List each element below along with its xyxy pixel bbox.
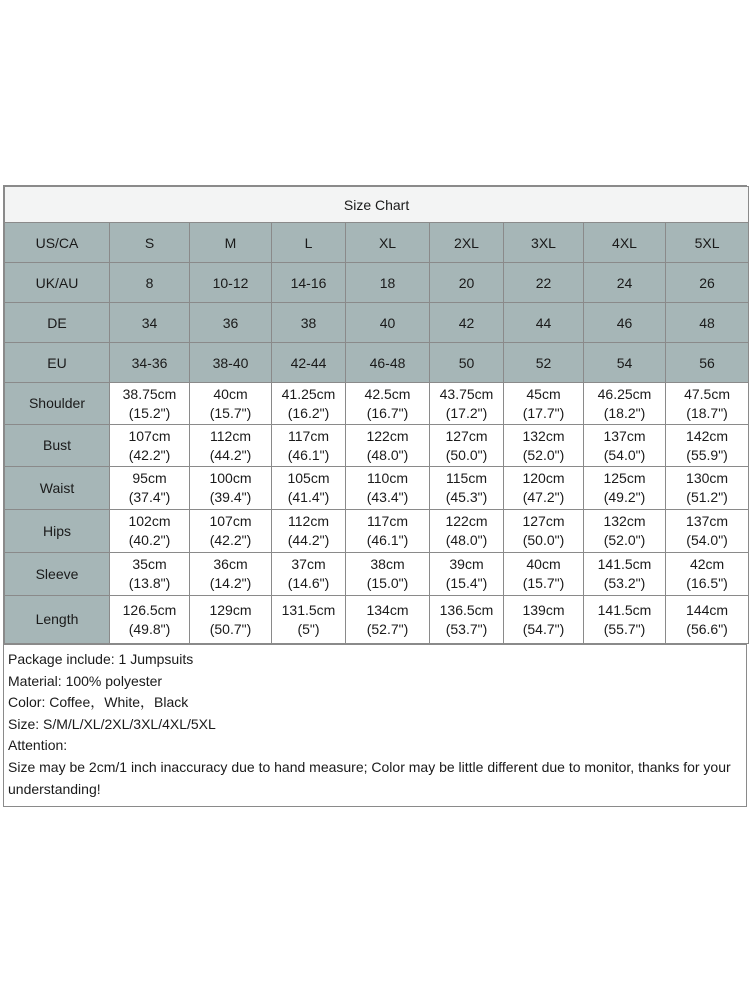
cm-value: 107cm	[209, 513, 252, 529]
inch-value: (52.7")	[366, 620, 409, 637]
size-cell: 18	[346, 263, 430, 303]
size-cell: 56	[666, 343, 749, 383]
cm-value: 144cm	[686, 601, 729, 618]
cm-value: 130cm	[686, 470, 729, 486]
inch-value: (17.2")	[445, 404, 488, 421]
attention-label: Attention:	[8, 737, 68, 754]
size-cell: 26	[666, 263, 749, 303]
cm-value: 112cm	[288, 513, 329, 529]
measurement-cell	[666, 425, 749, 467]
cm-value: 117cm	[367, 513, 408, 529]
measurement-cell	[504, 383, 584, 425]
measurement-cell	[504, 425, 584, 467]
measurement-cell	[584, 383, 666, 425]
cm-value: 122cm	[366, 427, 409, 444]
inch-value: (18.2")	[603, 404, 646, 421]
cm-value: 137cm	[686, 513, 729, 529]
measurement-cell	[430, 510, 504, 553]
size-cell: 48	[666, 303, 749, 343]
measurement-cell	[190, 425, 272, 467]
size-cell: 10-12	[190, 263, 272, 303]
measurement-row-waist	[5, 467, 749, 510]
cm-value: 127cm	[445, 427, 488, 444]
size-cell: 42-44	[272, 343, 346, 383]
size-row-label: EU	[5, 343, 110, 383]
product-notes	[4, 644, 746, 806]
cm-value: 122cm	[445, 513, 488, 529]
measurement-cell	[190, 467, 272, 510]
size-cell: 22	[504, 263, 584, 303]
size-cell: 34-36	[110, 343, 190, 383]
inch-value: (52.0")	[603, 532, 646, 548]
size-row-label: US/CA	[5, 223, 110, 263]
cm-value: 129cm	[209, 601, 252, 618]
size-cell: 50	[430, 343, 504, 383]
cm-value: 45cm	[526, 385, 561, 402]
measurement-cell	[190, 553, 272, 596]
inch-value: (43.4")	[366, 489, 409, 505]
size-cell: 42	[430, 303, 504, 343]
measurement-cell	[504, 553, 584, 596]
measurement-cell	[584, 553, 666, 596]
cm-value: 120cm	[522, 470, 565, 486]
cm-value: 139cm	[522, 601, 565, 618]
inch-value: (52.0")	[522, 446, 565, 463]
measurement-cell	[190, 383, 272, 425]
inch-value: (46.1")	[366, 532, 409, 548]
measurement-row-sleeve	[5, 553, 749, 596]
inch-value: (53.7")	[445, 620, 488, 637]
inch-value: (37.4")	[128, 489, 171, 505]
cm-value: 100cm	[209, 470, 252, 486]
measurement-row-bust	[5, 425, 749, 467]
inch-value: (49.2")	[603, 489, 646, 505]
inch-value: (39.4")	[209, 489, 252, 505]
measurement-cell	[666, 383, 749, 425]
size-row-label: UK/AU	[5, 263, 110, 303]
measurement-cell	[190, 596, 272, 644]
material-note: Material: 100% polyester	[8, 672, 163, 689]
size-cell: 34	[110, 303, 190, 343]
cm-value: 125cm	[603, 470, 646, 486]
cm-value: 38cm	[370, 556, 405, 572]
inch-value: (15.7")	[209, 404, 252, 421]
cm-value: 40cm	[526, 556, 561, 572]
measurement-cell	[346, 383, 430, 425]
inch-value: (49.8")	[128, 620, 171, 637]
size-cell: S	[110, 223, 190, 263]
cm-value: 137cm	[603, 427, 646, 444]
cm-value: 142cm	[686, 427, 729, 444]
size-cell: 2XL	[430, 223, 504, 263]
measurement-cell	[272, 467, 346, 510]
color-note: Color: Coffee，White，Black	[8, 694, 189, 711]
inch-value: (15.0")	[366, 575, 409, 591]
size-cell: 36	[190, 303, 272, 343]
size-row-label: DE	[5, 303, 110, 343]
package-note: Package include: 1 Jumpsuits	[8, 651, 194, 667]
measurement-cell	[584, 425, 666, 467]
measurement-row-hips	[5, 510, 749, 553]
measurement-cell	[346, 553, 430, 596]
measurement-cell	[110, 383, 190, 425]
cm-value: 46.25cm	[597, 385, 652, 402]
measurement-cell	[666, 510, 749, 553]
size-row-uk-au	[5, 263, 749, 303]
measurement-cell	[272, 425, 346, 467]
measurement-cell	[110, 553, 190, 596]
cm-value: 126.5cm	[122, 601, 177, 618]
measurement-cell	[430, 553, 504, 596]
measurement-cell	[584, 467, 666, 510]
size-cell: 3XL	[504, 223, 584, 263]
inch-value: (16.5")	[686, 575, 728, 591]
size-cell: 54	[584, 343, 666, 383]
inch-value: (48.0")	[445, 532, 488, 548]
size-cell: 5XL	[666, 223, 749, 263]
measurement-cell	[272, 510, 346, 553]
measurement-cell	[346, 467, 430, 510]
measurement-cell	[504, 596, 584, 644]
cm-value: 134cm	[366, 601, 409, 618]
cm-value: 42cm	[689, 556, 725, 572]
size-row-de	[5, 303, 749, 343]
measurement-cell	[272, 383, 346, 425]
cm-value: 105cm	[287, 470, 330, 486]
size-cell: 38	[272, 303, 346, 343]
inch-value: (47.2")	[522, 489, 565, 505]
inch-value: (48.0")	[366, 446, 409, 463]
size-note: Size: S/M/L/XL/2XL/3XL/4XL/5XL	[8, 715, 216, 732]
inch-value: (16.2")	[287, 404, 330, 421]
cm-value: 107cm	[128, 427, 171, 444]
cm-value: 141.5cm	[597, 601, 652, 618]
measurement-cell	[430, 467, 504, 510]
cm-value: 127cm	[522, 513, 565, 529]
cm-value: 36cm	[213, 556, 248, 572]
cm-value: 95cm	[132, 470, 167, 486]
cm-value: 117cm	[288, 427, 329, 444]
cm-value: 38.75cm	[122, 385, 177, 402]
cm-value: 131.5cm	[281, 601, 336, 618]
size-cell: 8	[110, 263, 190, 303]
size-cell: M	[190, 223, 272, 263]
measurement-label: Waist	[5, 467, 110, 510]
inch-value: (45.3")	[445, 489, 488, 505]
size-row-eu	[5, 343, 749, 383]
inch-value: (56.6")	[686, 620, 728, 637]
cm-value: 132cm	[603, 513, 646, 529]
measurement-cell	[110, 510, 190, 553]
inch-value: (55.7")	[603, 620, 646, 637]
size-cell: 46-48	[346, 343, 430, 383]
measurement-cell	[430, 425, 504, 467]
inch-value: (50.7")	[209, 620, 252, 637]
size-cell: L	[272, 223, 346, 263]
inch-value: (40.2")	[128, 532, 171, 548]
size-cell: 38-40	[190, 343, 272, 383]
measurement-cell	[430, 596, 504, 644]
size-cell: 24	[584, 263, 666, 303]
cm-value: 47.5cm	[684, 385, 731, 402]
size-cell: 46	[584, 303, 666, 343]
size-chart	[3, 185, 747, 807]
cm-value: 136.5cm	[439, 601, 494, 618]
inch-value: (44.2")	[287, 532, 330, 548]
measurement-cell	[110, 596, 190, 644]
measurement-label: Length	[5, 596, 110, 644]
measurement-cell	[430, 383, 504, 425]
inch-value: (51.2")	[686, 489, 728, 505]
measurement-cell	[504, 467, 584, 510]
measurement-cell	[272, 596, 346, 644]
inch-value: (54.7")	[522, 620, 565, 637]
measurement-label: Hips	[5, 510, 110, 553]
measurement-cell	[504, 510, 584, 553]
measurement-cell	[190, 510, 272, 553]
measurement-cell	[110, 425, 190, 467]
inch-value: (17.7")	[522, 404, 565, 421]
measurement-cell	[110, 467, 190, 510]
inch-value: (42.2")	[128, 446, 171, 463]
inch-value: (15.2")	[128, 404, 171, 421]
inch-value: (14.6")	[287, 575, 330, 591]
cm-value: 102cm	[128, 513, 171, 529]
inch-value: (15.7")	[522, 575, 565, 591]
cm-value: 40cm	[213, 385, 248, 402]
measurement-cell	[346, 596, 430, 644]
measurement-cell	[666, 467, 749, 510]
cm-value: 110cm	[367, 470, 408, 486]
inch-value: (54.0")	[686, 532, 728, 548]
size-cell: 20	[430, 263, 504, 303]
size-cell: 40	[346, 303, 430, 343]
inch-value: (18.7")	[686, 404, 728, 421]
inch-value: (14.2")	[209, 575, 252, 591]
inch-value: (44.2")	[209, 446, 252, 463]
inch-value: (55.9")	[686, 446, 728, 463]
size-cell: 44	[504, 303, 584, 343]
measurement-label: Sleeve	[5, 553, 110, 596]
measurement-cell	[584, 510, 666, 553]
cm-value: 112cm	[210, 427, 251, 444]
inch-value: (15.4")	[445, 575, 488, 591]
size-cell: XL	[346, 223, 430, 263]
inch-value: (5")	[297, 620, 320, 637]
measurement-row-shoulder	[5, 383, 749, 425]
measurement-cell	[272, 553, 346, 596]
measurement-label: Shoulder	[5, 383, 110, 425]
cm-value: 42.5cm	[364, 385, 411, 402]
measurement-label: Bust	[5, 425, 110, 467]
inch-value: (53.2")	[603, 575, 646, 591]
inch-value: (42.2")	[209, 532, 252, 548]
measurement-cell	[346, 510, 430, 553]
size-chart-title: Size Chart	[5, 187, 749, 223]
disclaimer-note: Size may be 2cm/1 inch inaccuracy due to hand measure; Color may be little different due to monitor, thanks for your understanding!	[8, 758, 731, 797]
size-chart-table	[4, 186, 749, 644]
cm-value: 39cm	[449, 556, 484, 572]
cm-value: 35cm	[132, 556, 167, 572]
measurement-row-length	[5, 596, 749, 644]
cm-value: 37cm	[291, 556, 326, 572]
measurement-cell	[584, 596, 666, 644]
inch-value: (41.4")	[287, 489, 330, 505]
size-row-us-ca	[5, 223, 749, 263]
cm-value: 132cm	[522, 427, 565, 444]
measurement-cell	[666, 596, 749, 644]
measurement-cell	[346, 425, 430, 467]
inch-value: (50.0")	[522, 532, 565, 548]
cm-value: 141.5cm	[597, 556, 652, 572]
cm-value: 41.25cm	[281, 385, 336, 402]
inch-value: (16.7")	[366, 404, 409, 421]
size-cell: 52	[504, 343, 584, 383]
cm-value: 115cm	[446, 470, 487, 486]
inch-value: (46.1")	[287, 446, 330, 463]
inch-value: (54.0")	[603, 446, 646, 463]
cm-value: 43.75cm	[439, 385, 494, 402]
size-cell: 4XL	[584, 223, 666, 263]
size-cell: 14-16	[272, 263, 346, 303]
inch-value: (13.8")	[128, 575, 171, 591]
inch-value: (50.0")	[445, 446, 488, 463]
measurement-cell	[666, 553, 749, 596]
